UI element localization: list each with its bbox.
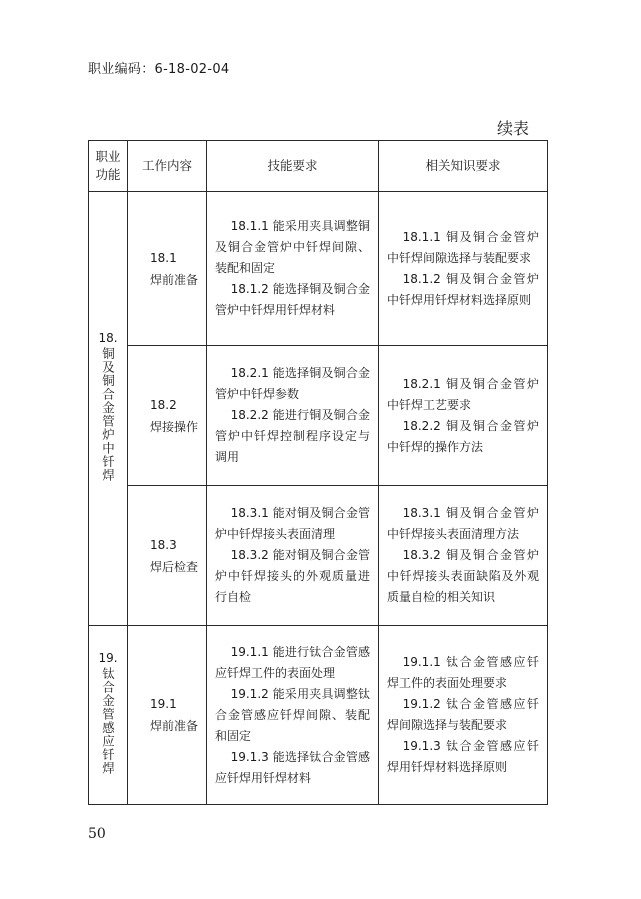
skill-cell [207,486,379,626]
header-function-line2: 功能 [95,167,121,182]
knowledge-item: 18.2.1 铜及铜合金管炉中钎焊工艺要求 [387,376,539,412]
skill-item: 18.3.1 能对铜及铜合金管炉中钎焊接头表面清理 [215,506,370,541]
knowledge-cell [379,346,548,486]
skill-item: 18.1.1 能采用夹具调整铜及铜合金管炉中钎焊间隙、装配和固定 [215,219,370,275]
task-cell [128,346,207,486]
knowledge-item: 18.1.1 铜及铜合金管炉中钎焊间隙选择与装配要求 [387,229,539,265]
task-name: 18.1 焊前准备 [150,250,199,287]
knowledge-item: 19.1.1 钛合金管感应钎焊工件的表面处理要求 [387,655,539,690]
task-name: 18.3 焊后检查 [150,537,199,574]
skill-item: 19.1.1 能进行钛合金管感应钎焊工件的表面处理 [215,644,370,680]
knowledge-item: 18.3.1 铜及铜合金管炉中钎焊接头表面清理方法 [387,506,539,541]
function-number: 18. [98,331,118,345]
table-header-row [89,141,548,192]
header-function [89,141,128,192]
skill-item: 18.1.2 能选择铜及铜合金管炉中钎焊用钎焊材料 [215,282,370,317]
page-number: 50 [88,826,106,842]
function-number: 19. [98,651,118,665]
task-name: 18.2 焊接操作 [150,397,199,434]
function-name: 铜及铜合金管炉中钎焊 [100,347,116,482]
knowledge-cell [379,192,548,346]
knowledge-item: 18.2.2 铜及铜合金管炉中钎焊的操作方法 [387,418,539,454]
table-row [89,626,548,805]
function-cell-19 [89,626,128,805]
skill-cell [207,346,379,486]
knowledge-item: 18.3.2 铜及铜合金管炉中钎焊接头表面缺陷及外观质量自检的相关知识 [387,548,539,604]
skill-requirements-table [88,140,548,805]
occupation-code: 职业编码：6-18-02-04 [88,62,230,77]
skill-item: 18.3.2 能对铜及铜合金管炉中钎焊接头的外观质量进行自检 [215,548,370,604]
function-name: 钛合金管感应钎焊 [100,667,116,775]
table-row [89,346,548,486]
task-cell [128,626,207,805]
table-row [89,486,548,626]
knowledge-item: 19.1.3 钛合金管感应钎焊用钎焊材料选择原则 [387,739,539,774]
header-skill: 技能要求 [207,141,379,192]
task-cell [128,486,207,626]
knowledge-item: 18.1.2 铜及铜合金管炉中钎焊用钎焊材料选择原则 [387,271,539,307]
skill-item: 18.2.1 能选择铜及铜合金管炉中钎焊参数 [215,366,370,401]
skill-cell [207,626,379,805]
header-knowledge: 相关知识要求 [379,141,548,192]
header-function-line1: 职业 [95,149,121,164]
skill-item: 18.2.2 能进行铜及铜合金管炉中钎焊控制程序设定与调用 [215,408,370,464]
continued-label: 续表 [497,119,530,138]
knowledge-cell [379,486,548,626]
skill-item: 19.1.3 能选择钛合金管感应钎焊用钎焊材料 [215,749,370,785]
knowledge-item: 19.1.2 钛合金管感应钎焊间隙选择与装配要求 [387,697,539,732]
header-task: 工作内容 [128,141,207,192]
table-row [89,192,548,346]
task-cell [128,192,207,346]
task-name: 19.1 焊前准备 [150,697,199,733]
knowledge-cell [379,626,548,805]
function-cell-18 [89,192,128,626]
skill-item: 19.1.2 能采用夹具调整钛合金管感应钎焊间隙、装配和固定 [215,686,370,743]
skill-cell [207,192,379,346]
